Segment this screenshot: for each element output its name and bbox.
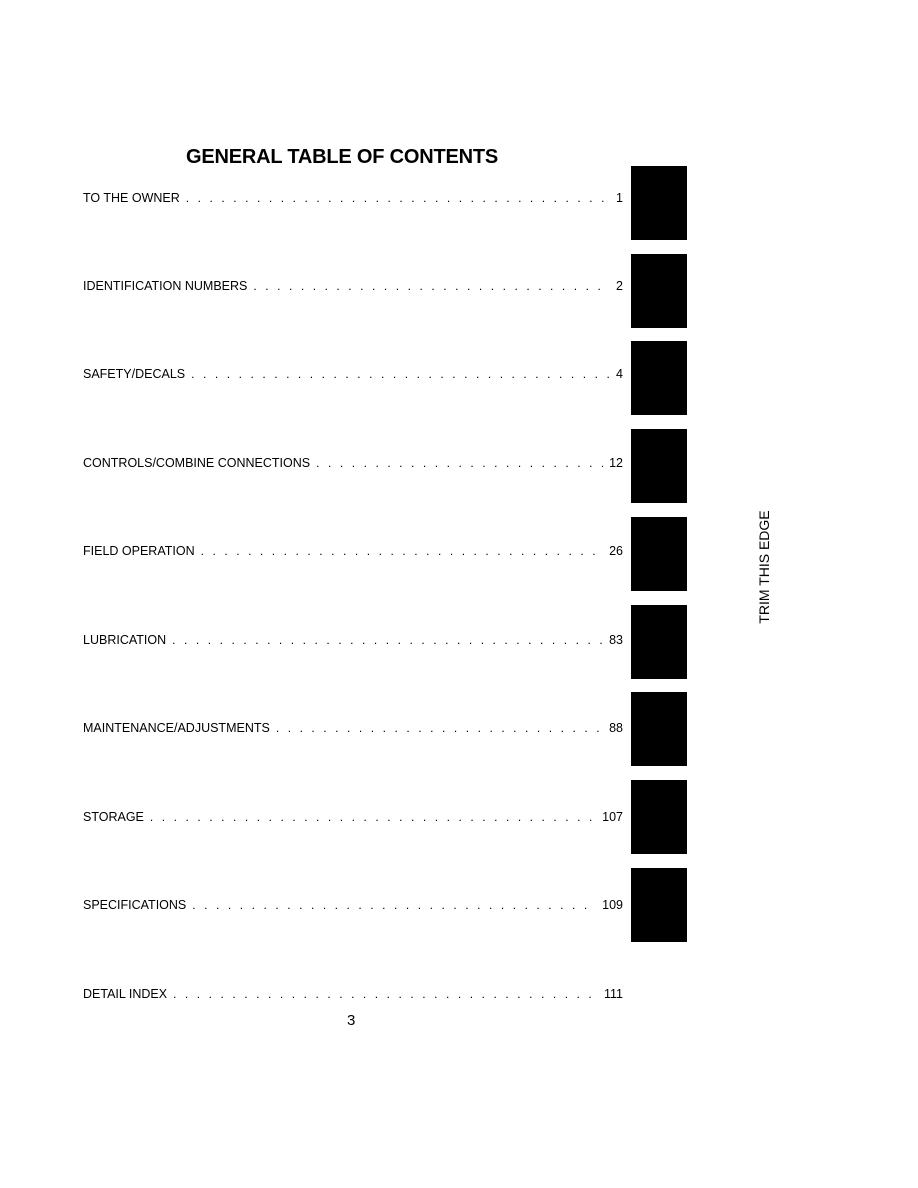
toc-entry-page: 12 (609, 456, 623, 470)
toc-entry[interactable] (83, 987, 623, 1005)
toc-entry-page: 109 (602, 898, 623, 912)
toc-entry[interactable] (83, 367, 623, 385)
dot-leader (173, 987, 598, 1001)
toc-entry[interactable] (83, 721, 623, 739)
section-tab (631, 780, 687, 854)
dot-leader (253, 279, 610, 293)
section-tab (631, 429, 687, 503)
toc-entry-page: 83 (609, 633, 623, 647)
section-tab (631, 254, 687, 328)
dot-leader (172, 633, 603, 647)
dot-leader (186, 191, 610, 205)
dot-leader (201, 544, 604, 558)
toc-entry-page: 1 (616, 191, 623, 205)
toc-entry-label: IDENTIFICATION NUMBERS (83, 279, 248, 293)
toc-entry[interactable] (83, 633, 623, 651)
toc-entry-label: STORAGE (83, 810, 144, 824)
toc-entry-page: 107 (602, 810, 623, 824)
toc-entry-label: MAINTENANCE/ADJUSTMENTS (83, 721, 270, 735)
trim-edge-label: TRIM THIS EDGE (756, 510, 772, 624)
toc-entry[interactable] (83, 456, 623, 474)
toc-entry-label: FIELD OPERATION (83, 544, 195, 558)
toc-entry-label: CONTROLS/COMBINE CONNECTIONS (83, 456, 311, 470)
section-tab (631, 166, 687, 240)
dot-leader (150, 810, 596, 824)
dot-leader (191, 367, 610, 381)
page-number: 3 (347, 1012, 356, 1029)
toc-entry-label: SAFETY/DECALS (83, 367, 186, 381)
toc-entry-label: DETAIL INDEX (83, 987, 168, 1001)
toc-entry-page: 4 (616, 367, 623, 381)
section-tab (631, 692, 687, 766)
toc-entry[interactable] (83, 191, 623, 209)
toc-entry[interactable] (83, 810, 623, 828)
section-tab (631, 605, 687, 679)
section-tab (631, 868, 687, 942)
toc-entry[interactable] (83, 279, 623, 297)
toc-entry[interactable] (83, 898, 623, 916)
page-title: GENERAL TABLE OF CONTENTS (186, 146, 499, 168)
dot-leader (276, 721, 603, 735)
toc-entry-page: 2 (616, 279, 623, 293)
toc-entry-label: TO THE OWNER (83, 191, 180, 205)
section-tab (631, 341, 687, 415)
dot-leader (192, 898, 596, 912)
dot-leader (316, 456, 603, 470)
toc-entry-page: 111 (603, 987, 623, 1001)
section-tab (631, 517, 687, 591)
toc-entry-page: 88 (609, 721, 623, 735)
toc-entry-label: LUBRICATION (83, 633, 167, 647)
toc-entry-page: 26 (609, 544, 623, 558)
toc-entry-label: SPECIFICATIONS (83, 898, 187, 912)
toc-entry[interactable] (83, 544, 623, 562)
